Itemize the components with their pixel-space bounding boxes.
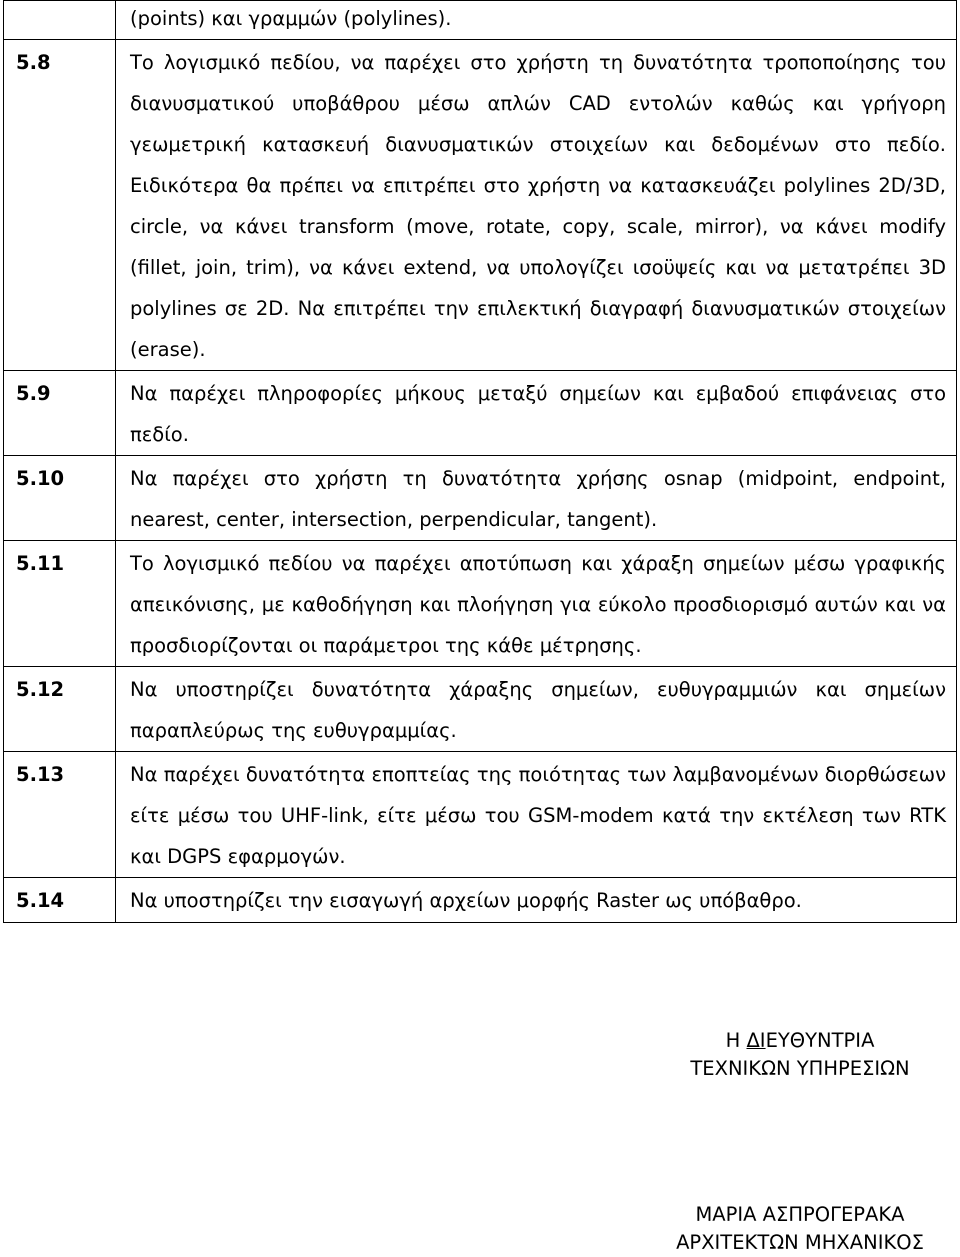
signature-name: ΜΑΡΙΑ ΑΣΠΡΟΓΕΡΑΚΑ [695, 1203, 905, 1226]
item-text: Να παρέχει πληροφορίες μήκους μεταξύ σημείων και εμβαδού επιφάνειας στο πεδίο. [130, 382, 946, 446]
item-number-cell [4, 456, 116, 541]
signature-title-prefix: Η [725, 1029, 747, 1052]
table-row [4, 40, 957, 371]
item-number-cell [4, 541, 116, 667]
table-row [4, 752, 957, 878]
table-row [4, 878, 957, 923]
item-number [4, 1, 115, 3]
item-text-cell [116, 752, 957, 878]
signature-title-underlined: ΔΙ [746, 1029, 766, 1052]
item-number: 5.10 [16, 467, 65, 490]
table-row [4, 667, 957, 752]
item-text-cell [116, 667, 957, 752]
signature-title [640, 1027, 960, 1055]
item-text: (points) και γραμμών (polylines). [130, 7, 452, 30]
item-text: Το λογισμικό πεδίου να παρέχει αποτύπωση και χάραξη σημείων μέσω γραφικής απεικόνισης, με καθοδήγηση και πλοήγηση για εύκολο προσδιορισμό αυτών και να προσδιορίζονται οι παράμετροι της κάθε μέτρησης. [130, 552, 946, 657]
item-number-cell [4, 878, 116, 923]
signature-role: ΑΡΧΙΤΕΚΤΩΝ ΜΗΧΑΝΙΚΟΣ [676, 1231, 924, 1254]
table-row [4, 456, 957, 541]
item-text-cell [116, 1, 957, 40]
signature-name-block [640, 1201, 960, 1257]
signature-department: ΤΕΧΝΙΚΩΝ ΥΠΗΡΕΣΙΩΝ [690, 1057, 910, 1080]
signature-title-rest: ΕΥΘΥΝΤΡΙΑ [765, 1029, 875, 1052]
item-text-cell [116, 371, 957, 456]
item-text-cell [116, 40, 957, 371]
item-text-cell [116, 878, 957, 923]
item-number-cell [4, 752, 116, 878]
table-row [4, 541, 957, 667]
signature-title-block [640, 1027, 960, 1083]
item-number: 5.11 [16, 552, 65, 575]
table-row [4, 1, 957, 40]
item-number: 5.8 [16, 51, 51, 74]
item-number-cell [4, 667, 116, 752]
item-text: Το λογισμικό πεδίου, να παρέχει στο χρήστη τη δυνατότητα τροποποίησης του διανυσματικού υποβάθρου μέσω απλών CAD εντολών καθώς και γρήγορη γεωμετρική κατασκευή διανυσματικών στοιχείων και δεδομένων στο πεδίο. Ειδικότερα θα πρέπει να επιτρέπει στο χρήστη να κατασκευάζει polylines 2D/3D, circle, να κάνει transform (move, rotate, copy, scale, mirror), να κάνει modify (fillet, join, trim), να κάνει extend, να υπολογίζει ισοϋψείς και να μετατρέπει 3D polylines σε 2D. Να επιτρέπει την επιλεκτική διαγραφή διανυσματικών στοιχείων (erase). [130, 51, 946, 361]
item-number-cell [4, 40, 116, 371]
item-number: 5.9 [16, 382, 51, 405]
item-text-cell [116, 541, 957, 667]
item-text: Να παρέχει δυνατότητα εποπτείας της ποιότητας των λαμβανομένων διορθώσεων είτε μέσω του UHF-link, είτε μέσω του GSM-modem κατά την εκτέλεση των RTK και DGPS εφαρμογών. [130, 763, 946, 868]
item-number: 5.12 [16, 678, 65, 701]
item-number-cell [4, 371, 116, 456]
item-text: Να υποστηρίζει την εισαγωγή αρχείων μορφής Raster ως υπόβαθρο. [130, 889, 802, 912]
item-text: Να υποστηρίζει δυνατότητα χάραξης σημείων, ευθυγραμμιών και σημείων παραπλεύρως της ευθυγραμμίας. [130, 678, 946, 742]
table-row [4, 371, 957, 456]
item-text-cell [116, 456, 957, 541]
item-number-cell [4, 1, 116, 40]
item-number: 5.14 [16, 889, 65, 912]
specifications-table [3, 0, 957, 923]
item-text: Να παρέχει στο χρήστη τη δυνατότητα χρήσης osnap (midpoint, endpoint, nearest, center, intersection, perpendicular, tangent). [130, 467, 946, 531]
item-number: 5.13 [16, 763, 65, 786]
